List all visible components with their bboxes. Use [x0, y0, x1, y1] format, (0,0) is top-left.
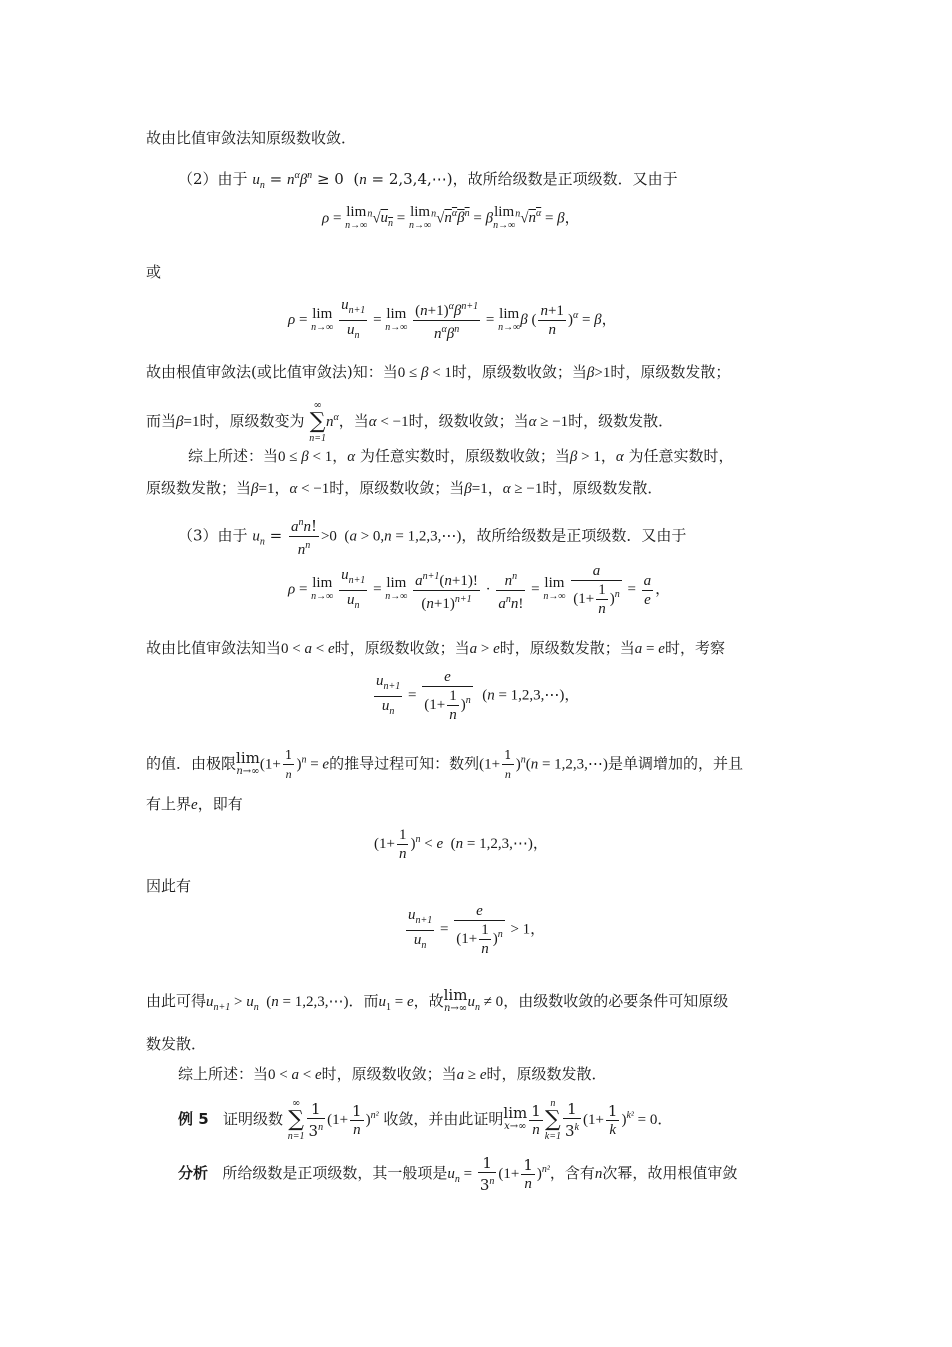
equation-rho-3: ρ = lim n→∞ $\frac{u_{n+1}}{u_n}$ = lim n→∞ $\frac{a^{n+1}(n+1)!}{(n+1)^{n+1}}$ · $\frac{n^n}{a^nn!}$ = lim n→∞ a (1+ $\frac{1}{n}$ )$^n$ = $\frac{a}{e}$ ，	[288, 563, 671, 617]
sentence: 时，原级数发散．	[486, 1065, 607, 1083]
sentence: 时，原级数发散；当	[499, 639, 635, 657]
text-line: 故由根值审敛法(或比值审敛法)知：当0 ≤ β < 1时，原级数收敛；当β>1时，原级数发散；	[146, 363, 731, 381]
sentence: 因此有	[146, 877, 192, 895]
sentence: 时，原级数发散；	[610, 363, 731, 381]
text-line	[146, 262, 161, 282]
sentence: ，故所给级数是正项级数．又由于	[461, 526, 687, 545]
equation-greater-one: $\frac{u_{n+1}}{u_n}$ = e (1+ $\frac{1}{n}$ )$^n$ > 1，	[408, 903, 546, 957]
text-line: 而当β=1时，原级数变为 ∞ ∑ n=1 $n^\alpha$，当α < −1时，级数收敛；当α ≥ −1时，级数发散．	[146, 400, 674, 444]
sentence: 时，级数收敛；当	[408, 412, 529, 430]
sentence: 故由根值审敛法(或比值审敛法)知：当	[146, 363, 398, 381]
sentence: ，含有	[549, 1164, 595, 1182]
text-line: 的值．由极限 lim n→∞ (1+ $\frac{1}{n}$ )$^n$ = e的推导过程可知：数列(1+ $\frac{1}{n}$ )$^n$(n = 1,2,3,⋯)是单调增加的，并且	[146, 748, 743, 781]
sentence: 时，原级数收敛；当	[334, 639, 470, 657]
sentence: ，由级数收敛的必要条件可知原级	[503, 992, 729, 1010]
sentence: 有上界	[146, 795, 192, 813]
sentence: 或	[146, 263, 162, 281]
sentence: ．而	[348, 992, 379, 1010]
text-line: 原级数发散；当β=1，α < −1时，原级数收敛；当β=1，α ≥ −1时，原级数发散．	[146, 479, 663, 497]
text-line: 故由比值审敛法知当0 < a < e时，原级数收敛；当a > e时，原级数发散；当a = e时，考察	[146, 639, 725, 657]
text-line	[146, 1034, 206, 1054]
sentence: 故由比值审敛法知原级数收敛．	[146, 129, 357, 147]
text-line: （2）由于 $u_n = n^\alpha\beta^n \ge 0$ (n = 2,3,4,⋯)，故所给级数是正项级数．又由于	[178, 170, 678, 191]
sentence: 时，原级数收敛；当	[451, 363, 587, 381]
sentence: ，故所给级数是正项级数．又由于	[452, 170, 678, 188]
sentence: 数发散．	[146, 1035, 207, 1053]
sentence: 而当	[146, 412, 177, 430]
analysis: 分析 所给级数是正项级数，其一般项是$u_n$ = $\frac{1}{3^n}$ (1+ $\frac{1}{n}$ )$^{n^2}$，含有n次幂，故用根值审敛	[178, 1154, 738, 1194]
text-line: （3）由于 $u_n$ = $\frac{a^nn!}{n^n}$ >0 (a > 0,n = 1,2,3,⋯)，故所给级数是正项级数．又由于	[178, 514, 686, 559]
text-line: 综上所述：当0 < a < e时，原级数收敛；当a ≥ e时，原级数发散．	[178, 1065, 607, 1083]
sentence: 时，级数发散．	[568, 412, 674, 430]
sentence: 次幂，故用根值审敛	[602, 1164, 738, 1182]
equation-rho-ratio: ρ = lim n→∞ $\frac{u_{n+1}}{u_n}$ = lim n→∞ $\frac{(n+1)^\alpha\beta^{n+1}}{n^\alpha\beta^n}$ = lim n→∞ β ( $\frac{n+1}{n}$ )$^\alpha$ = β，	[288, 297, 617, 342]
sentence: 时，原级数发散．	[542, 479, 663, 497]
sentence: 是单调增加的，并且	[607, 754, 743, 773]
sentence: 收敛，并由此证明	[383, 1110, 504, 1128]
equation-rho-root: ρ = lim n→∞ $^n√u_n$ = lim n→∞ $^n√n^\alpha\beta^n = \beta$ lim n→∞ $^n√n^\alpha = \beta$，	[322, 204, 580, 231]
sentence: 由此可得	[146, 992, 207, 1010]
example-5: 例 5 证明级数 ∞ ∑ n=1 $\frac{1}{3^n}$ (1+ $\frac{1}{n}$ )$^{n^2}$ 收敛，并由此证明 lim x→∞ $\frac{1}{n}$ n ∑ k=1 $\frac{1}{3^k}$ (1+ $\frac{1}{k}$ )$^{k^2}$ = 0．	[178, 1098, 673, 1142]
sentence: ，即有	[197, 795, 243, 813]
text-line	[146, 876, 191, 896]
text-line	[146, 128, 356, 148]
sentence: 时，原级数收敛；当	[321, 1065, 457, 1083]
sentence: 所给级数是正项级数，其一般项是	[222, 1164, 448, 1182]
sentence: 时，原级数变为	[199, 412, 305, 430]
text-line: 综上所述：当0 ≤ β < 1，α 为任意实数时，原级数收敛；当β > 1，α 为任意实数时，	[188, 447, 734, 465]
sentence: 的推导过程可知：数列	[329, 754, 480, 773]
sentence: 的值．由极限	[146, 754, 237, 773]
sentence: 故由比值审敛法知当	[146, 639, 282, 657]
sentence: 原级数发散；当	[146, 479, 252, 497]
sentence: 时，考察	[664, 639, 725, 657]
text-line: 由此可得$u_{n+1} > u_n$ (n = 1,2,3,⋯)．而$u_1 = e$，故 lim n→∞ $u_n \ne 0$，由级数收敛的必要条件可知原级	[146, 986, 729, 1014]
equation-ratio-e: $\frac{u_{n+1}}{u_n}$ = e (1+ $\frac{1}{n}$ )$^n$ (n = 1,2,3,⋯)，	[376, 669, 580, 723]
text-line: 有上界e，即有	[146, 795, 243, 813]
equation-bound: (1+ $\frac{1}{n}$ )$^n$ < e (n = 1,2,3,⋯)，	[374, 827, 548, 862]
sentence: 为任意实数时，原级数收敛；当	[359, 447, 570, 465]
sentence: 综上所述：当	[188, 447, 279, 465]
sentence: 证明级数	[222, 1110, 283, 1128]
sentence: 为任意实数时，	[628, 447, 734, 465]
sentence: 时，原级数收敛；当	[329, 479, 465, 497]
sentence: ，故	[413, 992, 444, 1010]
sentence: （2）由于	[178, 170, 248, 188]
sentence: 综上所述：当	[178, 1065, 269, 1083]
analysis-label: 分析	[178, 1164, 209, 1182]
example-label: 例 5	[178, 1110, 209, 1128]
sentence: （3）由于	[178, 526, 248, 545]
sentence: ，当	[338, 412, 369, 430]
